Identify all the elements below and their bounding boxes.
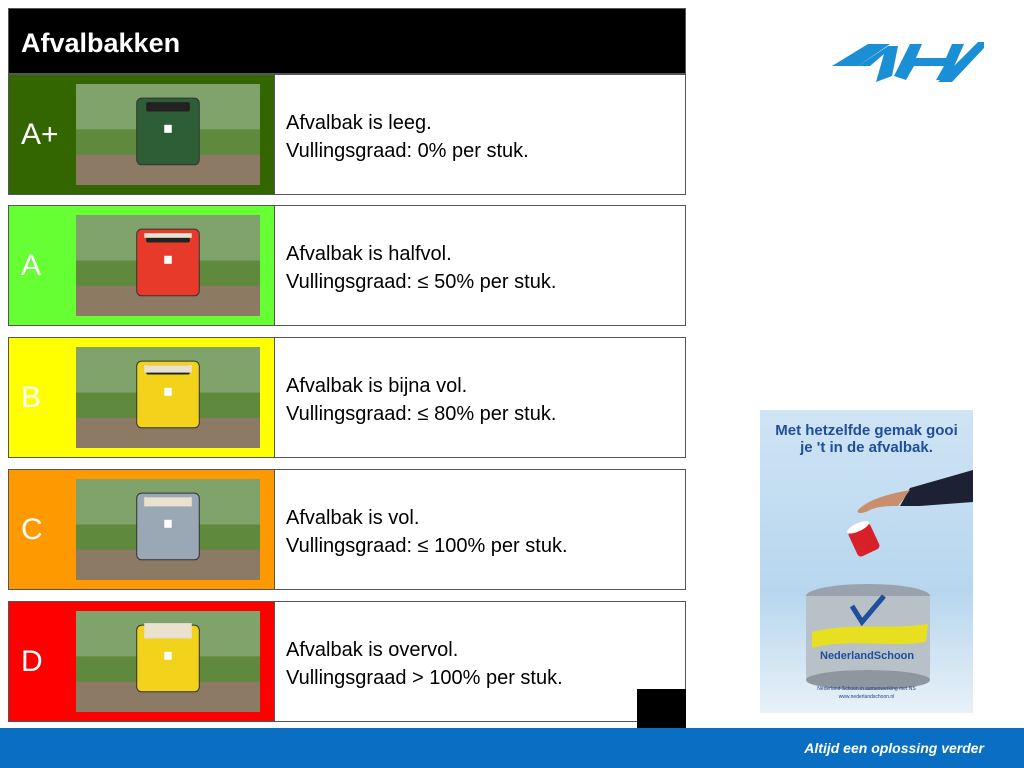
bin-photo [76, 347, 260, 448]
poster-small-line-2: www.nederlandschoon.nl [838, 694, 895, 700]
bin-photo [76, 215, 260, 316]
bin-photo [76, 84, 260, 185]
grade-label: A+ [21, 117, 59, 151]
table-title: Afvalbakken [21, 28, 181, 58]
footer-tagline: Altijd een oplossing verder [804, 740, 984, 756]
poster-headline: Met hetzelfde gemak gooi je 't in de afvalbak. [775, 422, 958, 456]
description-cell [275, 602, 685, 721]
description-cell [275, 206, 685, 325]
table-row-c [8, 469, 686, 590]
table-header [8, 8, 686, 74]
poster-small-line-1: Nederland Schoon in samenwerking met NS [817, 686, 916, 692]
description-line-2: Vullingsgraad: ≤ 80% per stuk. [286, 403, 557, 425]
poster-brand: NederlandSchoon [820, 650, 915, 662]
grade-label: B [21, 380, 42, 414]
grade-label: A [21, 248, 42, 282]
grade-cell [9, 470, 275, 589]
description-line-2: Vullingsgraad: 0% per stuk. [286, 140, 529, 162]
dhv-logo [828, 36, 986, 90]
grade-cell [9, 338, 275, 457]
nederland-schoon-poster [760, 410, 973, 713]
description-line-2: Vullingsgraad > 100% per stuk. [286, 667, 563, 689]
description-line-1: Afvalbak is vol. [286, 507, 420, 529]
grade-label: C [21, 512, 43, 546]
grade-cell [9, 602, 275, 721]
table-row-d [8, 601, 686, 722]
description-line-1: Afvalbak is overvol. [286, 639, 459, 661]
description-line-1: Afvalbak is bijna vol. [286, 375, 468, 397]
grade-label: D [21, 644, 43, 678]
description-line-1: Afvalbak is leeg. [286, 112, 432, 134]
table-row-b [8, 337, 686, 458]
footer-bar [0, 728, 1024, 768]
description-line-1: Afvalbak is halfvol. [286, 243, 452, 265]
description-cell [275, 470, 685, 589]
description-cell [275, 338, 685, 457]
bin-photo [76, 611, 260, 712]
description-cell [275, 75, 685, 194]
bin-photo [76, 479, 260, 580]
description-line-2: Vullingsgraad: ≤ 100% per stuk. [286, 535, 568, 557]
table-row-a [8, 205, 686, 326]
grade-cell [9, 75, 275, 194]
description-line-2: Vullingsgraad: ≤ 50% per stuk. [286, 271, 557, 293]
grade-cell [9, 206, 275, 325]
table-row-a-plus [8, 74, 686, 195]
